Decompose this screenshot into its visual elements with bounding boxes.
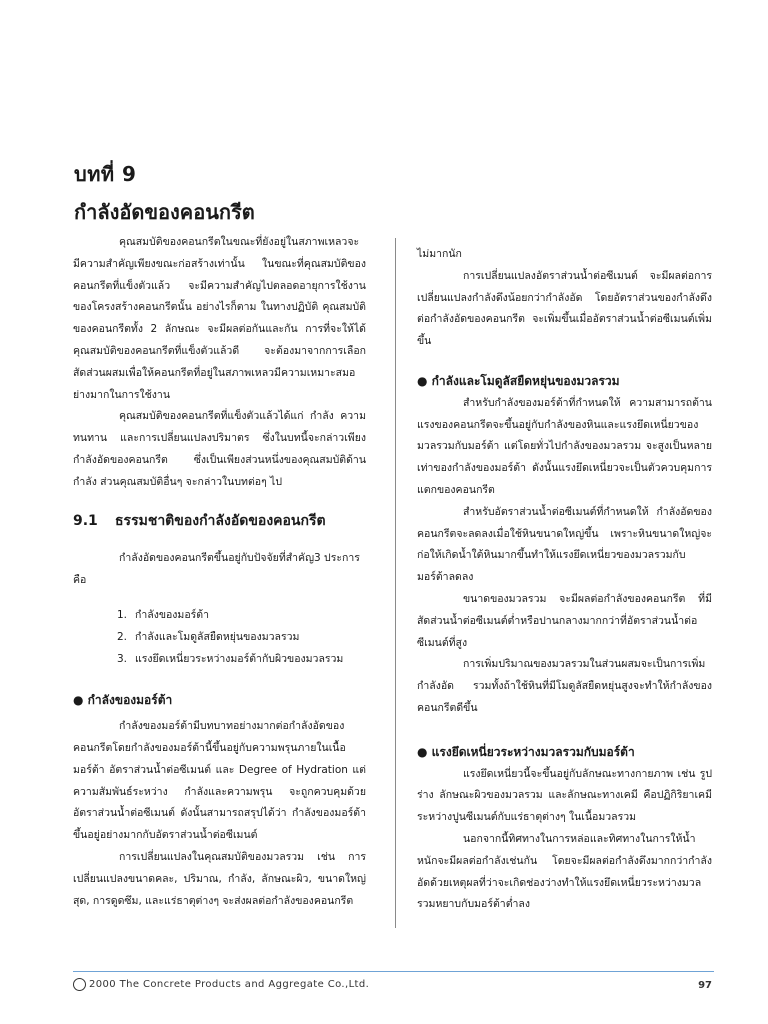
mortar-paragraph-2: การเปลี่ยนแปลงในคุณสมบัติของมวลรวม เช่น การเปลี่ยนแปลงขนาดคละ, ปริมาณ, กำลัง, ลักษณะผิว, ขนาดใหญ่สุด, การดูดซึม, และแร่ธาตุต่างๆ จะส่งผลต่อกำลังของคอนกรีต <box>73 850 366 907</box>
factors-intro-tail: คือ <box>73 574 87 587</box>
intro-paragraph-2: คุณสมบัติของคอนกรีตที่แข็งตัวแล้วได้แก่ กำลัง ความทนทาน และการเปลี่ยนแปลงปริมาตร ซึ่งในบทนี้จะกล่าวเพียงกำลังอัดของคอนกรีต ซึ่งเป็นเพียงส่วนหนึ่งของคุณสมบัติด้านกำลัง ส่วนคุณสมบัติอื่นๆ จะกล่าวในบทต่อๆ ไป <box>73 410 366 488</box>
bond-paragraph-2: นอกจากนี้ทิศทางในการหล่อและทิศทางในการให้น้ำหนักจะมีผลต่อกำลังเช่นกัน โดยจะมีผลต่อกำลังดึงมากกว่ากำลังอัดด้วยเหตุผลที่ว่าจะเกิดช่องว่างทำให้แรงยึดเหนี่ยวระหว่างมวลรวมหยาบกับมอร์ต้าต่ำลง <box>417 832 712 911</box>
mortar-paragraph-1: กำลังของมอร์ต้ามีบทบาทอย่างมากต่อกำลังอัดของคอนกรีตโดยกำลังของมอร์ต้านี้ขึ้นอยู่กับความพรุนภายในเนื้อมอร์ต้า อัตราส่วนน้ำต่อซีเมนต์ และ Degree of Hydration แต่ความสัมพันธ์ระหว่าง กำลังและความพรุน จะถูกควบคุมด้วยอัตราส่วนน้ำต่อซีเมนต์ ดังนั้นสามารถสรุปได้ว่า กำลังของมอร์ต้าขึ้นอยู่อย่างมากกับอัตราส่วนน้ำต่อซีเมนต์ <box>73 720 366 842</box>
section-number: 9.1 <box>73 512 98 529</box>
aggregate-heading: ● กำลังและโมดูลัสยืดหยุ่นของมวลรวม <box>417 373 620 388</box>
bond-paragraph-1: แรงยึดเหนี่ยวนี้จะขึ้นอยู่กับลักษณะทางกายภาพ เช่น รูปร่าง ลักษณะผิวของมวลรวม และลักษณะทางเคมี คือปฏิกิริยาเคมีระหว่างปูนซีเมนต์กับแร่ธาตุต่างๆ ในเนื้อมวลรวม <box>417 767 712 824</box>
intro-paragraph-1: คุณสมบัติของคอนกรีตในขณะที่ยังอยู่ในสภาพเหลวจะมีความสำคัญเพียงขณะก่อสร้างเท่านั้น ในขณะที่คุณสมบัติของคอนกรีตที่แข็งตัวแล้ว จะมีความสำคัญไปตลอดอายุการใช้งานของโครงสร้างคอนกรีตนั้น อย่างไรก็ตาม ในทางปฏิบัติ คุณสมบัติของคอนกรีตทั้ง 2 ลักษณะ จะมีผลต่อกันและกัน การที่จะให้ได้คุณสมบัติของคอนกรีตที่แข็งตัวแล้วดี จะต้องมาจากการเลือกสัดส่วนผสมเพื่อให้คอนกรีตที่อยู่ในสภาพเหลวมีความเหมาะสมอย่างมากในการใช้งาน <box>73 236 366 401</box>
left-column <box>73 232 366 912</box>
list-item: 3. แรงยึดเหนี่ยวระหว่างมอร์ต้ากับผิวของมวลรวม <box>117 652 344 665</box>
section-heading <box>73 511 366 533</box>
footer-rule <box>73 971 714 972</box>
chapter-title: กำลังอัดของคอนกรีต <box>74 200 255 224</box>
list-item: 2. กำลังและโมดูลัสยืดหยุ่นของมวลรวม <box>117 630 300 643</box>
page-number: 97 <box>698 980 712 991</box>
footer-copyright <box>73 978 369 991</box>
factors-list <box>73 605 366 670</box>
continued-text: ไม่มากนัก <box>417 248 462 260</box>
column-divider <box>395 238 396 928</box>
right-column <box>417 244 712 916</box>
copyright-text: 2000 The Concrete Products and Aggregate Co.,Ltd. <box>89 979 370 990</box>
aggregate-paragraph-1: สำหรับกำลังของมอร์ต้าที่กำหนดให้ ความสามารถต้านแรงของคอนกรีตจะขึ้นอยู่กับกำลังของหินและแรงยึดเหนี่ยวของมวลรวมกับมอร์ต้า แต่โดยทั่วไปกำลังของมวลรวม จะสูงเป็นหลายเท่าของกำลังของมอร์ต้า ดังนั้นแรงยึดเหนี่ยวจะเป็นตัวควบคุมการแตกของคอนกรีต <box>417 396 712 496</box>
copyright-icon <box>73 978 86 991</box>
bond-heading: ● แรงยึดเหนี่ยวระหว่างมวลรวมกับมอร์ต้า <box>417 744 635 759</box>
tension-paragraph: การเปลี่ยนแปลงอัตราส่วนน้ำต่อซีเมนต์ จะมีผลต่อการเปลี่ยนแปลงกำลังดึงน้อยกว่ากำลังอัด โดยอัตราส่วนของกำลังดึงต่อกำลังอัดของคอนกรีต จะเพิ่มขึ้นเมื่ออัตราส่วนน้ำต่อซีเมนต์เพิ่มขึ้น <box>417 269 712 348</box>
mortar-heading: ● กำลังของมอร์ต้า <box>73 693 173 708</box>
list-item: 1. กำลังของมอร์ต้า <box>117 608 210 621</box>
factors-intro: กำลังอัดของคอนกรีตขึ้นอยู่กับปัจจัยที่สำคัญ3 ประการ <box>119 552 360 565</box>
aggregate-paragraph-3: ขนาดของมวลรวม จะมีผลต่อกำลังของคอนกรีต ที่มีสัดส่วนน้ำต่อซีเมนต์ต่ำหรือปานกลางมากกว่าที่อัตราส่วนน้ำต่อซีเมนต์ที่สูง <box>417 592 712 649</box>
aggregate-paragraph-2: สำหรับอัตราส่วนน้ำต่อซีเมนต์ที่กำหนดให้ กำลังอัดของคอนกรีตจะลดลงเมื่อใช้หินขนาดใหญ่ขึ้น เพราะหินขนาดใหญ่จะก่อให้เกิดน้ำใต้หินมากขึ้นทำให้แรงยึดเหนี่ยวของมวลรวมกับมอร์ต้าลดลง <box>417 505 712 584</box>
aggregate-paragraph-4: การเพิ่มปริมาณของมวลรวมในส่วนผสมจะเป็นการเพิ่มกำลังอัด รวมทั้งถ้าใช้หินที่มีโมดูลัสยืดหยุ่นสูงจะทำให้กำลังของคอนกรีตดีขึ้น <box>417 658 712 714</box>
section-title: ธรรมชาติของกำลังอัดของคอนกรีต <box>115 512 326 529</box>
chapter-number: บทที่ 9 <box>74 162 137 186</box>
